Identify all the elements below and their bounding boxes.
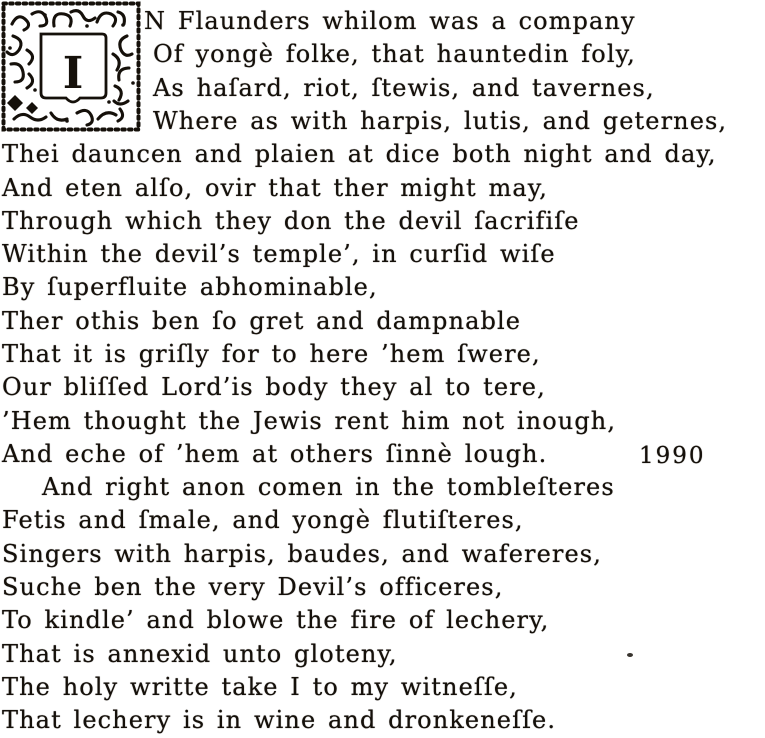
poem-line (153, 39, 765, 69)
poem-line-text: And right anon comen in the tombleſteres (42, 473, 615, 501)
poem-line-text: ’Hem thought the Jewis rent him not inough, (2, 407, 617, 435)
poem-line-text: Fetis and ſmale, and yongè flutiſteres, (2, 506, 524, 534)
poem-line-text: Singers with harpis, baudes, and wafereres, (2, 540, 602, 568)
poem-line-text: And eten alſo, ovir that ther might may, (2, 174, 548, 202)
poem-line-text: To kindle’ and blowe the fire of lechery, (2, 606, 550, 634)
poem-line (144, 6, 765, 36)
poem-line (2, 139, 765, 169)
poem-line-text: N Flaunders whilom was a company (144, 7, 636, 35)
poem-line-text: And eche of ’hem at others ſinnè lough. (2, 440, 548, 468)
poem-line-text: Of yongè folke, that hauntedin foly, (153, 40, 636, 68)
drop-cap-letter: I (62, 48, 84, 99)
poem-line-text: That is annexid unto gloteny, (2, 640, 398, 668)
poem-line (2, 505, 765, 535)
poem-line-text: Suche ben the very Devil’s officeres, (2, 573, 504, 601)
poem-line-text: Our bliſſed Lord’is body they al to tere, (2, 373, 546, 401)
poem-line (2, 539, 765, 569)
poem-line-text: Through which they don the devil ſacrifiſe (2, 207, 580, 235)
poem-line (2, 639, 765, 669)
poem-line (2, 372, 765, 402)
poem-line (2, 605, 765, 635)
poem-line-text: That it is griſly for to here ’hem ſwere, (2, 340, 541, 368)
poem-line (2, 272, 765, 302)
poem-line (2, 306, 765, 336)
poem-line (2, 239, 765, 269)
poem-line-text: The holy writte take I to my witneſſe, (2, 673, 518, 701)
poem-line-text: That lechery is in wine and dronkeneſſe. (2, 706, 557, 734)
poem-line-text: Where as with harpis, lutis, and geternes, (153, 107, 728, 135)
ink-speck (627, 653, 633, 657)
poem-line (153, 106, 765, 136)
poem-line (2, 439, 765, 469)
line-number: 1990 (639, 443, 706, 469)
poem-line (2, 572, 765, 602)
poem-line-text: Ther othis ben ſo gret and dampnable (2, 307, 522, 335)
poem-line (2, 339, 765, 369)
poem-line (2, 705, 765, 735)
poem-line (2, 206, 765, 236)
poem-line-text: Thei dauncen and plaien at dice both night and day, (2, 140, 717, 168)
poem-line (42, 472, 765, 502)
poem-line-text: Within the devil’s temple’, in curſid wiſe (2, 240, 556, 268)
poem-line-text: By ſuperfluite abhominable, (2, 273, 378, 301)
poem-line (2, 406, 765, 436)
poem-line (2, 672, 765, 702)
poem-line (2, 173, 765, 203)
poem-line-text: As haſard, riot, ſtewis, and tavernes, (153, 74, 655, 102)
poem-line (153, 73, 765, 103)
